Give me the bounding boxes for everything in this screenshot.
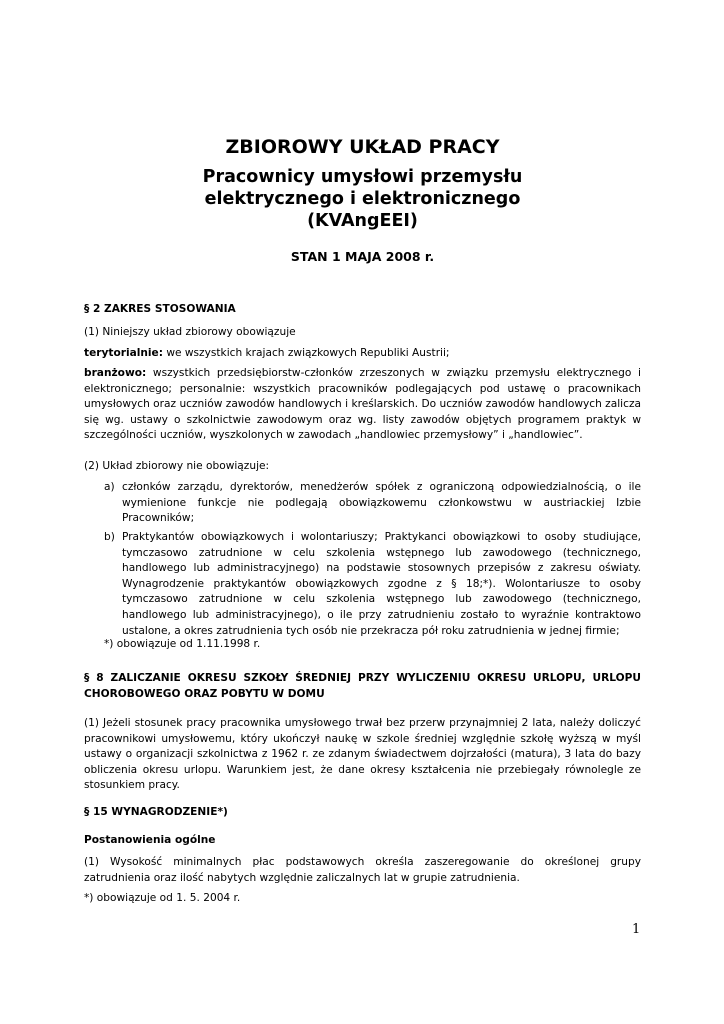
territorial-scope bbox=[84, 346, 641, 362]
list-marker: b) bbox=[104, 531, 115, 543]
subtitle-line: elektrycznego i elektronicznego bbox=[204, 189, 521, 209]
branch-text: wszystkich przedsiębiorstw-członków zrzeszonych w związku przemysłu elektrycznego i elektronicznego; personalnie: wszystkich pracowników podlegających pod ustawę o pracownikach umysłowych oraz uczniów zawodów handlowych i kreślarskich. Do uczniów zawodów handlowych zalicza się wg. ustawy o szkolnictwie zawodowym oraz wg. listy zawodów objętych programem praktyk w szczególności uczniów, wyszkolonych w zawodach „handlowiec przemysłowy” i „handlowiec”. bbox=[84, 367, 641, 442]
territorial-label: terytorialnie: bbox=[84, 347, 163, 359]
subtitle-line: Pracownicy umysłowi przemysłu bbox=[202, 167, 523, 187]
document-status-date: STAN 1 MAJA 2008 r. bbox=[290, 249, 435, 264]
section-15-subheading: Postanowienia ogólne bbox=[84, 834, 216, 846]
section-2-heading: § 2 ZAKRES STOSOWANIA bbox=[84, 303, 236, 315]
branch-scope bbox=[84, 366, 641, 444]
territorial-text: we wszystkich krajach związkowych Republiki Austrii; bbox=[162, 347, 450, 359]
list-item-text: członków zarządu, dyrektorów, menedżerów spółek z ograniczoną odpowiedzialnością, o ile wymienione funkcje nie podlegają obowiązkowemu członkowstwu w austriackiej Izbie Pracowników; bbox=[122, 481, 641, 525]
section-8-heading: § 8 ZALICZANIE OKRESU SZKOŁY ŚREDNIEJ PRZY WYLICZENIU OKRESU URLOPU, URLOPU CHOROBOWEGO ORAZ POBYTU W DOMU bbox=[84, 672, 641, 700]
subtitle-line: (KVAngEEI) bbox=[307, 211, 418, 231]
section-15-heading: § 15 WYNAGRODZENIE*) bbox=[84, 806, 228, 818]
list-item-text: Praktykantów obowiązkowych i wolontariuszy; Praktykanci obowiązkowi to osoby studiujące, tymczasowo zatrudnione w celu szkolenia wstępnego lub zawodowego (technicznego, handlowego lub administracyjnego) na podstawie stosownych przepisów z zakresu oświaty. Wynagrodzenie praktykantów obowiązkowych zgodne z § 18;*). Wolontariusze to osoby tymczasowo zatrudnione w celu szkolenia wstępnego lub zawodowego (technicznego, handlowego lub administracyjnego), o ile przy zatrudnieniu zostało to wyraźnie kontraktowo ustalone, a okres zatrudnienia tych osób nie przekracza pół roku zatrudnienia w jednej firmie; bbox=[122, 531, 641, 637]
footnote-text: *) obowiązuje od 1.11.1998 r. bbox=[104, 638, 261, 650]
section-8-paragraph-1: (1) Jeżeli stosunek pracy pracownika umysłowego trwał bez przerw przynajmniej 2 lata, należy doliczyć pracownikowi umysłowemu, który ukończył naukę w szkole średniej względnie szkołę wyższą w myśl ustawy o organizacji szkolnictwa z 1962 r. ze zdanym świadectwem dojrzałości (matura), 3 lata do bazy obliczenia okresu urlopu. Warunkiem jest, że dane okresy kształcenia nie przebiegały równolegle ze stosunkiem pracy. bbox=[84, 717, 641, 792]
list-marker: a) bbox=[104, 481, 115, 493]
section-15-paragraph-1: (1) Wysokość minimalnych płac podstawowych określa zaszeregowanie do określonej grupy zatrudnienia oraz ilość nabytych względnie zaliczalnych lat w grupie zatrudnienia. bbox=[84, 856, 641, 884]
section-2-paragraph-2: (2) Układ zbiorowy nie obowiązuje: bbox=[84, 460, 270, 472]
branch-label: branżowo: bbox=[84, 367, 147, 379]
list-item-a bbox=[104, 480, 641, 527]
section-2-footnote bbox=[104, 637, 641, 653]
document-subtitle bbox=[84, 166, 641, 232]
list-item-b bbox=[104, 530, 641, 639]
section-2-paragraph-1: (1) Niniejszy układ zbiorowy obowiązuje bbox=[84, 326, 296, 338]
document-title: ZBIOROWY UKŁAD PRACY bbox=[225, 136, 500, 158]
page-number: 1 bbox=[632, 922, 641, 937]
section-15-footnote: *) obowiązuje od 1. 5. 2004 r. bbox=[84, 892, 241, 904]
